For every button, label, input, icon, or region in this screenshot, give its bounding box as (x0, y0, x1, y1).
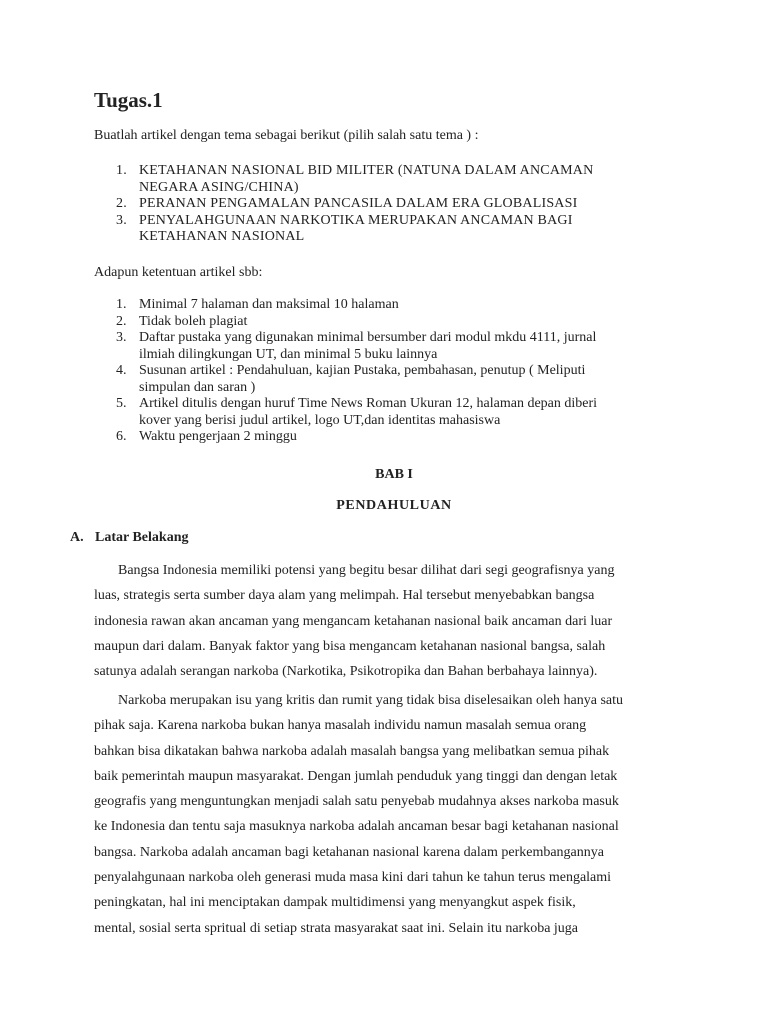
rule-item (94, 363, 654, 396)
paragraph-line: satunya adalah serangan narkoba (Narkotika, Psikotropika dan Bahan berbahaya lainnya). (94, 664, 598, 680)
paragraph-line: pihak saja. Karena narkoba bukan hanya masalah individu namun masalah semua orang (94, 718, 587, 734)
rules-intro: Adapun ketentuan artikel sbb: (94, 265, 263, 280)
rule-number: 3. (116, 330, 127, 345)
rule-item (94, 429, 654, 446)
rule-item (94, 396, 654, 429)
paragraph-line: baik pemerintah maupun masyarakat. Dengan jumlah penduduk yang tinggi dan dengan letak (94, 768, 618, 784)
rule-text: Waktu pengerjaan 2 minggu (139, 429, 297, 444)
theme-number: 2. (116, 196, 127, 211)
rule-text: Tidak boleh plagiat (139, 313, 248, 329)
theme-text: KETAHANAN NASIONAL (139, 229, 305, 244)
rule-number: 1. (116, 297, 127, 312)
paragraph-1 (94, 558, 678, 684)
rule-text: ilmiah dilingkungan UT, dan minimal 5 buku lainnya (139, 346, 438, 362)
paragraph-line: mental, sosial serta spritual di setiap strata masyarakat saat ini. Selain itu narkoba juga (94, 920, 579, 936)
theme-text: NEGARA ASING/CHINA) (139, 179, 299, 195)
rule-number: 6. (116, 429, 127, 444)
rules-list (94, 297, 654, 446)
rule-text: Artikel ditulis dengan huruf Time News Roman Ukuran 12, halaman depan diberi (139, 396, 598, 411)
theme-item (94, 163, 654, 196)
paragraph-line: luas, strategis serta sumber daya alam yang melimpah. Hal tersebut menyebabkan bangsa (94, 588, 595, 604)
section-letter: A. (70, 530, 84, 545)
rule-number: 5. (116, 396, 127, 411)
paragraph-line: peningkatan, hal ini menciptakan dampak multidimensi yang menyangkut aspek fisik, (94, 895, 576, 911)
theme-number: 3. (116, 212, 127, 228)
rule-item (94, 297, 654, 314)
paragraph-line: indonesia rawan akan ancaman yang mengancam ketahanan nasional baik ancaman dari luar (94, 613, 613, 629)
theme-number: 1. (116, 163, 127, 178)
theme-item (94, 213, 654, 246)
rule-text: simpulan dan saran ) (139, 379, 256, 395)
paragraph-line: geografis yang menguntungkan menjadi salah satu penyebab mudahnya akses narkoba masuk (94, 794, 619, 810)
theme-list (94, 163, 654, 246)
document-title: Tugas.1 (94, 88, 163, 112)
rule-text: Minimal 7 halaman dan maksimal 10 halaman (139, 297, 399, 312)
rule-text: Daftar pustaka yang digunakan minimal bersumber dari modul mkdu 4111, jurnal (139, 330, 597, 345)
rule-item (94, 314, 654, 331)
chapter-heading: BAB I (375, 467, 413, 482)
theme-text: KETAHANAN NASIONAL BID MILITER (NATUNA DALAM ANCAMAN (139, 163, 594, 178)
theme-text: PENYALAHGUNAAN NARKOTIKA MERUPAKAN ANCAMAN BAGI (139, 212, 573, 228)
paragraph-line: penyalahgunaan narkoba oleh generasi muda masa kini dari tahun ke tahun terus mengalami (94, 870, 612, 886)
section-heading (70, 530, 188, 546)
paragraph-line: maupun dari dalam. Banyak faktor yang bisa mengancam ketahanan nasional bangsa, salah (94, 638, 606, 654)
theme-text: PERANAN PENGAMALAN PANCASILA DALAM ERA GLOBALISASI (139, 196, 578, 211)
paragraph-line: Bangsa Indonesia memiliki potensi yang begitu besar dilihat dari segi geografisnya yang (118, 563, 615, 578)
paragraph-line: bahkan bisa dikatakan bahwa narkoba adalah masalah bangsa yang melibatkan semua pihak (94, 743, 610, 759)
chapter-title: PENDAHULUAN (336, 498, 452, 513)
rule-item (94, 330, 654, 363)
paragraph-2 (94, 688, 678, 941)
section-title: Latar Belakang (95, 530, 189, 545)
rule-number: 4. (116, 363, 127, 378)
paragraph-line: Narkoba merupakan isu yang kritis dan rumit yang tidak bisa diselesaikan oleh hanya satu (118, 693, 624, 708)
rule-number: 2. (116, 313, 127, 329)
rule-text: Susunan artikel : Pendahuluan, kajian Pustaka, pembahasan, penutup ( Meliputi (139, 363, 586, 378)
paragraph-line: ke Indonesia dan tentu saja masuknya narkoba adalah ancaman besar bagi ketahanan nasional (94, 819, 619, 835)
paragraph-line: bangsa. Narkoba adalah ancaman bagi ketahanan nasional karena dalam perkembangannya (94, 844, 604, 860)
rule-text: kover yang berisi judul artikel, logo UT,dan identitas mahasiswa (139, 412, 501, 428)
intro-text: Buatlah artikel dengan tema sebagai berikut (pilih salah satu tema ) : (94, 128, 479, 143)
theme-item (94, 196, 654, 213)
